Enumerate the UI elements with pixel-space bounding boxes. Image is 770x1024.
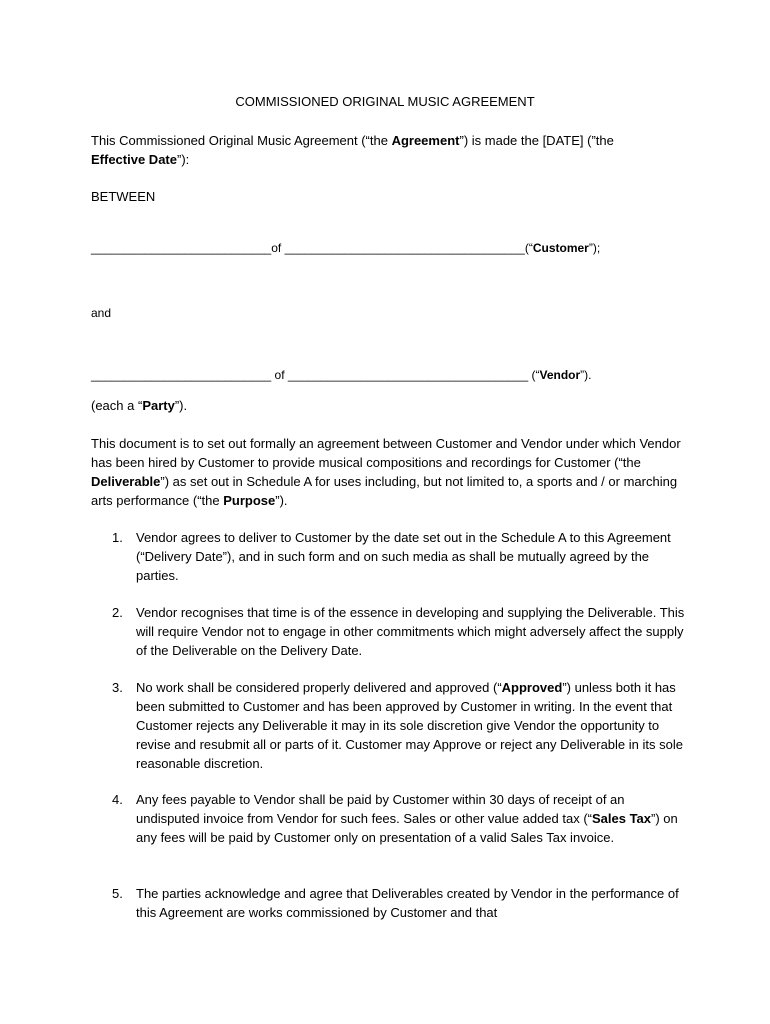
vendor-open: (“ [528,368,540,382]
vendor-address-blank: ____________________________________ [287,368,529,382]
customer-line [91,239,731,258]
intro-term-agreement: Agreement [391,133,460,148]
clause-text: The parties acknowledge and agree that Deliverables created by Vendor in the performance of this Agreement are works commissioned by Customer and that [136,886,679,920]
purpose-term-purpose: Purpose [223,493,276,508]
vendor-term: Vendor [539,368,581,382]
clause-3-text-a: No work shall be considered properly delivered and approved (“ [136,680,502,695]
intro-text-e: ”): [176,152,190,167]
customer-open: (“ [524,241,533,255]
clause-number: 4. [112,792,123,807]
customer-term: Customer [532,241,589,255]
clause-text: Vendor recognises that time is of the essence in developing and supplying the Deliverable. This will require Vendor not to engage in other commitments which might adversely affect the supply of the Deliverable on the Delivery Date. [136,605,685,658]
clause-number: 2. [112,605,123,620]
clause-number: 1. [112,530,123,545]
purpose-text-c: ”) as set out in Schedule A for uses including, but not limited to, a sports and / or marching arts performance (“the [91,474,678,508]
clause-text [136,790,686,847]
clause-4-text-c: ”) on any fees will be paid by Customer only on presentation of a valid Sales Tax invoice. [136,811,678,845]
intro-text-a: This Commissioned Original Music Agreement (“the [91,133,392,148]
vendor-name-blank: ___________________________ [91,368,272,382]
customer-address-blank: ____________________________________ [284,241,525,255]
clause-4-text-a: Any fees payable to Vendor shall be paid by Customer within 30 days of receipt of an undisputed invoice from Vendor for such fees. Sales or other value added tax (“ [136,792,625,826]
document-title: COMMISSIONED ORIGINAL MUSIC AGREEMENT [235,94,535,109]
clause-number: 5. [112,886,123,901]
clause-number: 3. [112,680,123,695]
vendor-of: of [271,368,288,382]
party-term: Party [142,398,175,413]
purpose-paragraph [91,434,681,510]
customer-close: ”); [588,241,601,255]
clause-4-term-sales-tax: Sales Tax [591,811,652,826]
purpose-text-a: This document is to set out formally an agreement between Customer and Vendor under which Vendor has been hired by Customer to provide musical compositions and recordings for Customer (“the [91,436,681,470]
vendor-close: ”). [580,368,592,382]
customer-name-blank: ___________________________ [91,241,272,255]
intro-text-c: ”) is made the [DATE] (”the [459,133,614,148]
purpose-term-deliverable: Deliverable [91,474,161,489]
intro-paragraph [91,131,681,169]
customer-of: of [271,241,282,255]
clause-text: Vendor agrees to deliver to Customer by the date set out in the Schedule A to this Agreement (“Delivery Date”), and in such form and on such media as shall be mutually agreed by the parties. [136,530,671,583]
party-paragraph [91,396,681,415]
vendor-line [91,366,731,385]
intro-term-effective-date: Effective Date [91,152,177,167]
party-text-c: ”). [174,398,188,413]
between-label: BETWEEN [91,189,156,204]
purpose-text-e: ”). [275,493,288,508]
and-label: and [91,306,112,320]
clause-3-text-c: ”) unless both it has been submitted to Customer and has been approved by Customer in writing. In the event that Customer rejects any Deliverable it may in its sole discretion give Vendor the opportunity to revise and resubmit all or parts of it. Customer may Approve or reject any Deliverable in its sole reasonable discretion. [136,680,683,771]
clause-3-term-approved: Approved [501,680,563,695]
party-text-a: (each a “ [91,398,143,413]
clause-text [136,678,686,773]
